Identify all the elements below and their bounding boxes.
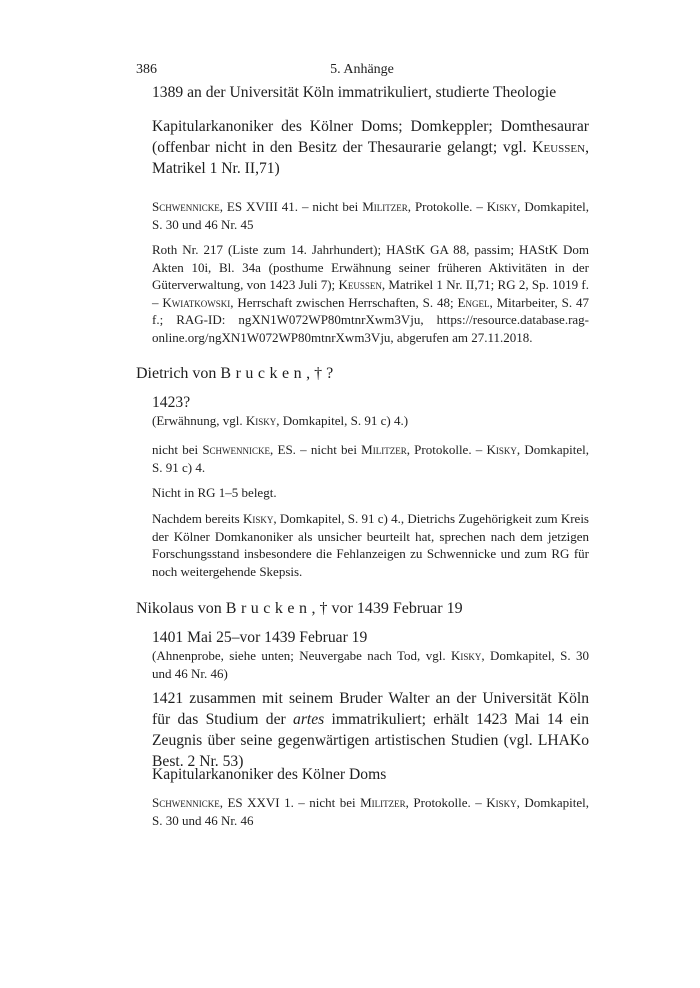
person-surname: Brucken <box>220 365 307 382</box>
author-name: Schwennicke <box>152 795 220 810</box>
literature-text: , ES XXVI 1. – nicht bei <box>219 795 361 810</box>
study-paragraph <box>152 82 589 103</box>
death-date: , † vor 1439 Februar 19 <box>311 600 463 617</box>
note-text: (Ahnenprobe, siehe unten; Neuvergabe nach Tod, vgl. <box>152 648 451 663</box>
study-text: 1421 zusammen mit seinem Bruder Walter an der Universität Köln für das Studium der <box>152 690 589 728</box>
death-date: , † ? <box>306 365 334 382</box>
office-text: Kapitularkanoniker des Kölner Doms <box>152 766 387 783</box>
author-name: Engel <box>457 294 490 310</box>
sources-text: Roth Nr. 217 (Liste zum 14. Jahrhundert); HAStK GA 88, passim; HAStK Dom Akten 10i, Bl. 34a (posthume Erwähnung seiner früheren Aktivitäten in der Güterverwaltung, von 1423 Juli 7); <box>152 242 589 292</box>
author-name: Militzer <box>360 795 406 810</box>
comment-text: Nachdem bereits <box>152 511 243 526</box>
dates-note <box>152 647 589 682</box>
literature-paragraph <box>152 794 589 829</box>
office-text: Kapitularkanoniker des Kölner Doms; Domkeppler; Domthesaurar (offenbar nicht in den Besitz der Thesaurarie gelangt; vgl. <box>152 118 589 156</box>
dates-note <box>152 412 589 430</box>
person-name: Dietrich von <box>136 365 221 382</box>
person-name: Nikolaus von <box>136 600 226 617</box>
author-name: Kisky <box>486 442 517 457</box>
study-italic-term: artes <box>293 711 325 728</box>
study-paragraph <box>152 688 589 772</box>
author-name: Kisky <box>486 199 518 214</box>
dates-line <box>152 392 589 413</box>
running-title: 5. Anhänge <box>330 62 394 77</box>
author-name: Kisky <box>486 795 517 810</box>
sources-text: , Herrschaft zwischen Herrschaften, S. 48; <box>230 294 458 310</box>
literature-text: , Protokolle. – <box>407 199 487 214</box>
study-text: immatrikuliert; erhält 1423 Mai 14 ein Zeugnis über seine gegenwärtigen artistischen Studien (vgl. LHAKo Best. 2 Nr. 53) <box>152 711 589 770</box>
literature-text: , ES XVIII 41. – nicht bei <box>219 199 363 214</box>
person-surname: Brucken <box>225 600 312 617</box>
literature-text: , Domkapitel, S. 91 c) 4. <box>152 442 589 475</box>
study-text: 1389 an der Universität Köln immatrikuliert, studierte Theologie <box>152 84 557 101</box>
dates-line <box>152 627 589 648</box>
office-paragraph <box>152 764 589 785</box>
sources-paragraph <box>152 241 589 346</box>
note-text: , Domkapitel, S. 91 c) 4.) <box>276 413 409 428</box>
sources-text: , Matrikel 1 Nr. II,71; RG 2, Sp. 1019 f. – <box>152 277 590 310</box>
literature-paragraph <box>152 441 589 476</box>
page-number: 386 <box>136 62 157 77</box>
running-head <box>136 62 588 82</box>
rg-note <box>152 484 589 502</box>
author-name: Schwennicke <box>152 199 220 214</box>
author-name: Keussen <box>532 139 586 156</box>
office-ref-text: , Matrikel 1 Nr. II,71) <box>152 139 589 177</box>
note-text: , Domkapitel, S. 30 und 46 Nr. 46) <box>152 648 590 681</box>
comment-paragraph <box>152 510 589 580</box>
rg-note-text: Nicht in RG 1–5 belegt. <box>152 485 277 500</box>
sources-text: , Mitarbeiter, S. 47 f.; RAG-ID: ngXN1W072WP80mtnrXwm3Vju, https://resource.database.rag-online.org/ngXN1W072WP80mtnrXwm3Vju, abgerufen am 27.11.2018. <box>152 294 590 345</box>
literature-paragraph <box>152 198 589 233</box>
dates-text: 1423? <box>152 394 191 411</box>
author-name: Kisky <box>451 648 482 663</box>
entry-heading-nikolaus <box>136 599 463 619</box>
author-name: Keussen <box>338 277 382 292</box>
literature-text: , ES. – nicht bei <box>270 442 362 457</box>
author-name: Militzer <box>361 442 407 457</box>
office-paragraph <box>152 116 589 179</box>
author-name: Kisky <box>245 413 277 428</box>
literature-text: , Domkapitel, S. 30 und 46 Nr. 45 <box>152 199 589 232</box>
note-text: (Erwähnung, vgl. <box>152 413 246 428</box>
author-name: Kwiatkowski <box>162 294 231 310</box>
entry-heading-dietrich <box>136 364 333 384</box>
comment-text: , Domkapitel, S. 91 c) 4., Dietrichs Zugehörigkeit zum Kreis der Kölner Domkanoniker als unsicher beurteilt hat, sprechen nach dem jetzigen Forschungsstand insbesondere die Fehlanzeigen zu Schwennicke und zum RG für noch weitergehende Skepsis. <box>152 511 589 579</box>
literature-text: nicht bei <box>152 442 203 457</box>
dates-text: 1401 Mai 25–vor 1439 Februar 19 <box>152 629 368 646</box>
literature-text: , Protokolle. – <box>405 795 487 810</box>
literature-text: , Domkapitel, S. 30 und 46 Nr. 46 <box>152 795 589 828</box>
literature-text: , Protokolle. – <box>406 442 487 457</box>
author-name: Kisky <box>242 511 274 526</box>
author-name: Militzer <box>362 199 408 214</box>
author-name: Schwennicke <box>202 442 271 457</box>
